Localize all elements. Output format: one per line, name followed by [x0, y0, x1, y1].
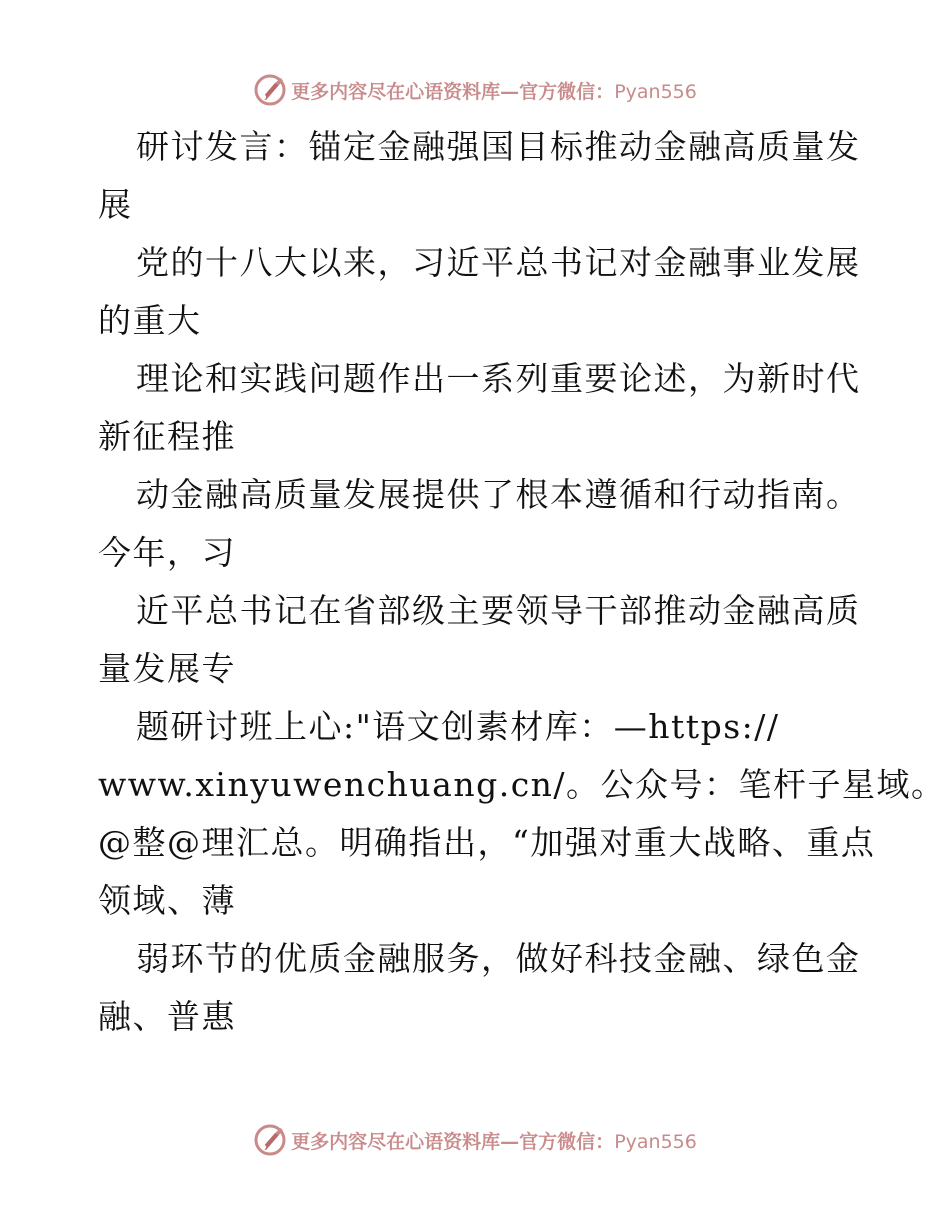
text-line: 量发展专: [98, 649, 236, 688]
text-line: 党的十八大以来，习近平总书记对金融事业发展: [136, 243, 861, 282]
watermark-dash: —: [500, 1130, 520, 1153]
text-line: 弱环节的优质金融服务，做好科技金融、绿色金: [136, 939, 861, 978]
watermark-site: 更多内容尽在心语资料库: [291, 80, 501, 103]
watermark-text: [291, 77, 697, 104]
watermark-site: 更多内容尽在心语资料库: [291, 1130, 501, 1153]
text-line: 的重大: [98, 301, 202, 340]
text-line: 动金融高质量发展提供了根本遵循和行动指南。: [136, 475, 861, 514]
footer-watermark: [0, 1120, 950, 1160]
quill-seal-icon: [253, 73, 287, 107]
watermark-dash: —: [500, 80, 520, 103]
watermark-wechat-id: Pyan556: [614, 1130, 697, 1153]
text-line: 新征程推: [98, 417, 236, 456]
quill-seal-icon: [253, 1123, 287, 1157]
text-line: 研讨发言：锚定金融强国目标推动金融高质量发: [136, 127, 861, 166]
watermark-text: [291, 1127, 697, 1154]
text-line: 理论和实践问题作出一系列重要论述，为新时代: [136, 359, 861, 398]
text-line: 题研讨班上心:"语文创素材库：—https://: [136, 707, 780, 746]
header-watermark: [0, 70, 950, 110]
text-line: 近平总书记在省部级主要领导干部推动金融高质: [136, 591, 861, 630]
text-line: 展: [98, 185, 133, 224]
text-line: 融、普惠: [98, 997, 236, 1036]
watermark-wechat-id: Pyan556: [614, 80, 697, 103]
text-line: 领域、薄: [98, 881, 236, 920]
document-body: [98, 118, 946, 1046]
text-line: @整@理汇总。明确指出，“加强对重大战略、重点: [98, 823, 876, 862]
watermark-wechat-label: 官方微信：: [519, 80, 615, 103]
text-line: www.xinyuwenchuang.cn/。公众号：笔杆子星域。: [98, 765, 946, 804]
watermark-wechat-label: 官方微信：: [519, 1130, 615, 1153]
text-line: 今年，习: [98, 533, 236, 572]
